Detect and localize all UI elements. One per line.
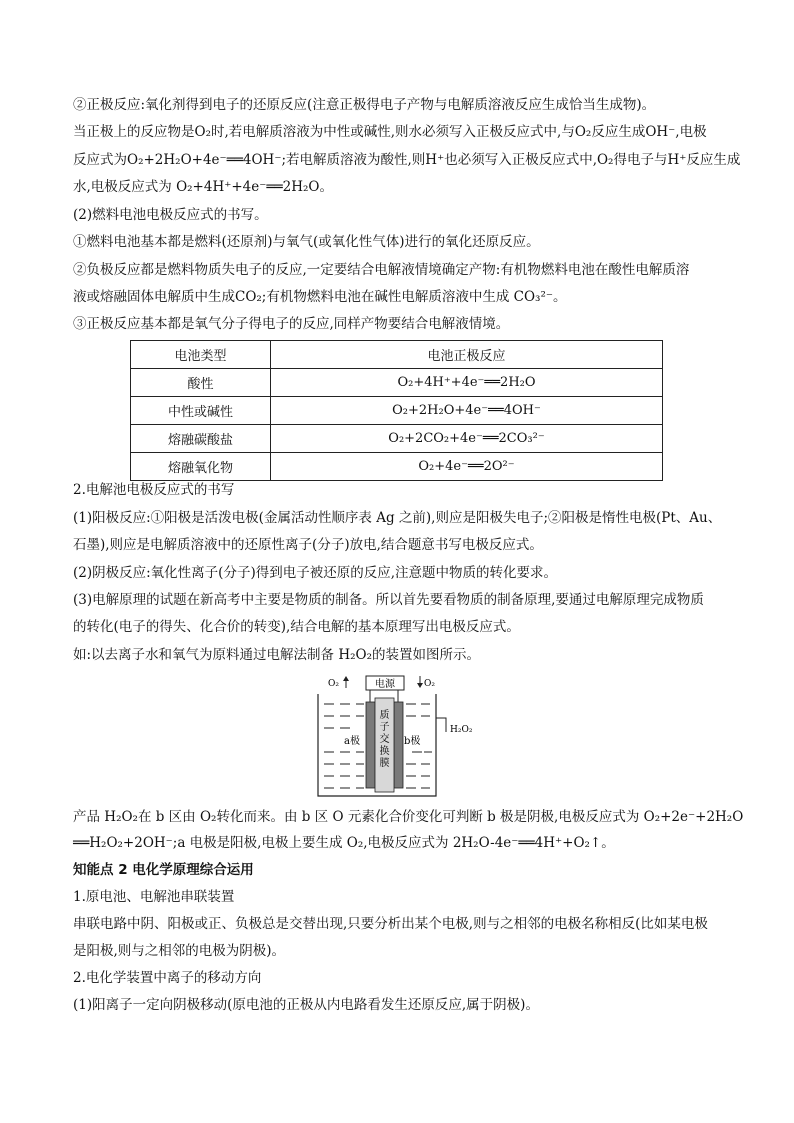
anode-label: a极	[344, 736, 360, 747]
line-11: (1)阳极反应:①阳极是活泼电极(金属活动性顺序表 Ag 之前),则应是阳极失电子;②阳极是惰性电极(Pt、Au、	[73, 510, 722, 526]
table-header-cell: 电池正极反应	[271, 341, 663, 369]
line-16: 如:以去离子水和氧气为原料通过电解法制备 H₂O₂的装置如图所示。	[73, 647, 481, 663]
cathode-label: b极	[404, 736, 421, 747]
line-23: 2.电化学装置中离子的移动方向	[73, 970, 262, 986]
table-header-cell: 电池类型	[131, 341, 271, 369]
line-17: 产品 H₂O₂在 b 区由 O₂转化而来。由 b 区 O 元素化合价变化可判断 b 极是阴极,电极反应式为 O₂+2e⁻+2H₂O	[73, 809, 744, 825]
arrow-down-icon	[417, 683, 423, 688]
line-1: ②正极反应:氧化剂得到电子的还原反应(注意正极得电子产物与电解质溶液反应生成恰当生成物)。	[73, 97, 656, 113]
line-5: (2)燃料电池电极反应式的书写。	[73, 207, 268, 223]
line-15: 的转化(电子的得失、化合价的转变),结合电解的基本原理写出电极反应式。	[73, 619, 520, 635]
o2-right-label: O₂	[424, 679, 435, 689]
table-row	[131, 425, 663, 453]
electrolysis-diagram	[316, 672, 486, 800]
table-cell: 熔融碳酸盐	[131, 425, 271, 453]
arrow-up-icon	[343, 676, 349, 681]
line-9: ③正极反应基本都是氧气分子得电子的反应,同样产物要结合电解液情境。	[73, 316, 510, 332]
line-4: 水,电极反应式为 O₂+4H⁺+4e⁻══2H₂O。	[73, 179, 333, 195]
table-cell: O₂+2H₂O+4e⁻══4OH⁻	[271, 397, 663, 425]
table-header-row	[131, 341, 663, 369]
table-cell: O₂+2CO₂+4e⁻══2CO₃²⁻	[271, 425, 663, 453]
line-3: 反应式为O₂+2H₂O+4e⁻══4OH⁻;若电解质溶液为酸性,则H⁺也必须写入正极反应式中,O₂得电子与H⁺反应生成	[73, 152, 741, 168]
line-20: 1.原电池、电解池串联装置	[73, 889, 235, 905]
table-row	[131, 397, 663, 425]
line-6: ①燃料电池基本都是燃料(还原剂)与氧气(或氧化性气体)进行的氧化还原反应。	[73, 234, 540, 250]
membrane-char: 膜	[379, 758, 390, 769]
line-13: (2)阴极反应:氧化性离子(分子)得到电子被还原的反应,注意题中物质的转化要求。	[73, 565, 557, 581]
o2-left-label: O₂	[328, 679, 339, 689]
line-12: 石墨),则应是电解质溶液中的还原性离子(分子)放电,结合题意书写电极反应式。	[73, 537, 543, 553]
table-cell: 熔融氧化物	[131, 453, 271, 481]
table-cell: 中性或碱性	[131, 397, 271, 425]
table-cell: O₂+4H⁺+4e⁻══2H₂O	[271, 369, 663, 397]
line-8: 液或熔融固体电解质中生成CO₂;有机物燃料电池在碱性电解质溶液中生成 CO₃²⁻。	[73, 289, 567, 305]
line-2: 当正极上的反应物是O₂时,若电解质溶液为中性或碱性,则水必须写入正极反应式中,与O₂反应生成OH⁻,电极	[73, 124, 707, 140]
line-10: 2.电解池电极反应式的书写	[73, 482, 235, 498]
line-24: (1)阳离子一定向阴极移动(原电池的正极从内电路看发生还原反应,属于阴极)。	[73, 997, 539, 1013]
cathode-reaction-table	[130, 340, 663, 481]
line-19: 知能点 2 电化学原理综合运用	[73, 862, 254, 878]
table-row	[131, 369, 663, 397]
line-21: 串联电路中阴、阳极或正、负极总是交替出现,只要分析出某个电极,则与之相邻的电极名称相反(比如某电极	[73, 916, 708, 932]
table-row	[131, 453, 663, 481]
table-cell: 酸性	[131, 369, 271, 397]
membrane-char: 质	[379, 710, 390, 721]
membrane-char: 交	[379, 734, 390, 745]
line-18: ══H₂O₂+2OH⁻;a 电极是阳极,电极上要生成 O₂,电极反应式为 2H₂O-4e⁻══4H⁺+O₂↑。	[73, 835, 615, 851]
product-label: H₂O₂	[450, 725, 473, 735]
table-cell: O₂+4e⁻══2O²⁻	[271, 453, 663, 481]
membrane-char: 子	[379, 722, 390, 733]
line-14: (3)电解原理的试题在新高考中主要是物质的制备。所以首先要看物质的制备原理,要通过电解原理完成物质	[73, 592, 704, 608]
membrane-char: 换	[379, 746, 390, 757]
line-22: 是阳极,则与之相邻的电极为阴极)。	[73, 943, 286, 959]
power-label: 电源	[375, 679, 395, 690]
line-7: ②负极反应都是燃料物质失电子的反应,一定要结合电解液情境确定产物:有机物燃料电池在酸性电解质溶	[73, 262, 690, 278]
